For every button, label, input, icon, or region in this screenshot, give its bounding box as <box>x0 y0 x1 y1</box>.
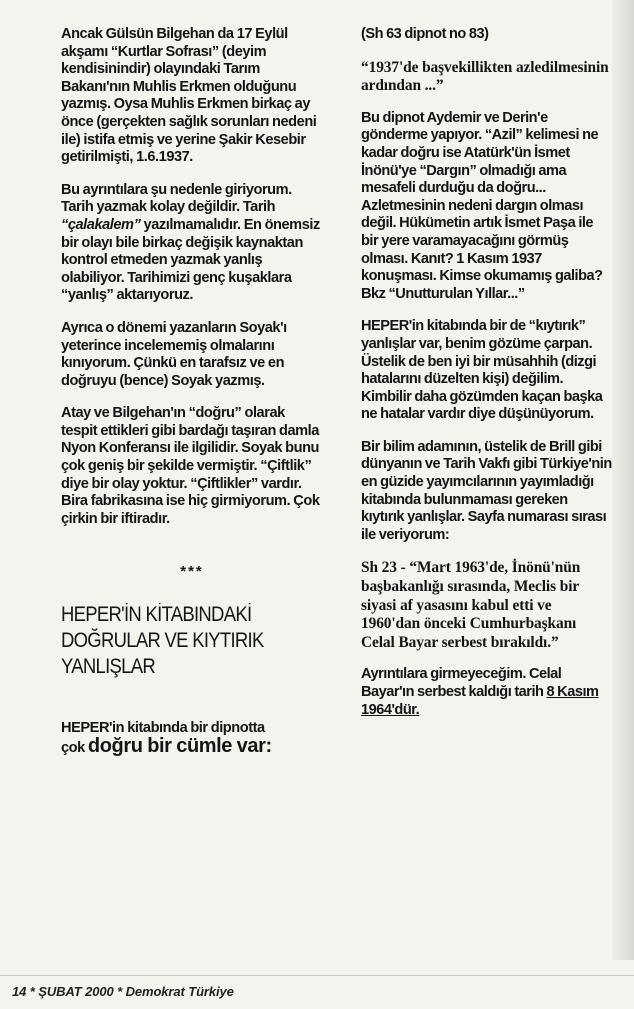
paragraph: Bu dipnot Aydemir ve Derin'e gönderme yapıyor. “Azil” kelimesi ne kadar doğru ise Atatürk'ün İsmet İnönü'ye “Dargın” olmadığı ama mesafeli durduğu da doğru... Azletmesinin nedeni dargın olması değil. Hükümetin artık İsmet Paşa ile bir yere varamayacağını görmüş olması. Kanıt? 1 Kasım 1937 konuşması. Kimse okumamış galiba? Bkz “Unutturulan Yıllar...” <box>361 109 603 302</box>
section-separator: *** <box>180 563 204 581</box>
paragraph <box>61 182 323 305</box>
paragraph-text: yazılmamalıdır. En önemsiz bir olayı bile birkaç değişik kaynaktan kontrol etmeden yazmak yanlış olabiliyor. Tarihimizi genç kuşaklara “yanlış” aktarıyoruz. <box>61 216 320 304</box>
page-edge-line <box>0 975 634 976</box>
underlined-date: 8 Kasım 1964'dür. <box>361 684 599 718</box>
paragraph-text: Bu ayrıntılara şu nedenle giriyorum. Tarih yazmak kolay değildir. Tarih <box>61 181 292 216</box>
paragraph <box>61 720 323 757</box>
quotation-text: “Mart 1963'de, İnönü'nün başbakanlığı sırasında, Meclis bir siyasi af yasasını kabul etti ve 1960'dan önceki Cumhurbaşkanı Celal Bayar serbest bırakıldı.” <box>361 559 581 651</box>
right-column <box>361 26 613 734</box>
paragraph-text: HEPER'in kitabında bir dipnotta <box>61 720 265 737</box>
paragraph <box>361 666 613 719</box>
quotation <box>361 559 613 652</box>
quotation: “1937'de başvekillikten azledilmesinin ardından ...” <box>361 58 609 95</box>
section-heading: HEPER'İN KİTABINDAKİ DOĞRULAR VE KIYTIRIK YANLIŞLAR <box>61 603 264 679</box>
paragraph-text: çok <box>61 740 88 757</box>
page-reference: Sh 23 - <box>361 559 410 577</box>
page-footer: 14 * ŞUBAT 2000 * Demokrat Türkiye <box>12 984 234 999</box>
left-column <box>61 26 323 773</box>
emphasized-text: doğru bir cümle var: <box>87 735 272 758</box>
paragraph: Bir bilim adamının, üstelik de Brill gibi dünyanın ve Tarih Vakfı gibi Türkiye'nin en güzide yayımcılarının yayımladığı kitabında bulunmaması gereken kıytırık yanlışlar. Sayfa numarası sırası ile veriyorum: <box>361 438 612 543</box>
footnote-reference: (Sh 63 dipnot no 83) <box>361 26 489 42</box>
paragraph: Atay ve Bilgehan'ın “doğru” olarak tespit ettikleri gibi bardağı taşıran damla Nyon Konferansı ile ilgilidir. Soyak bunu çok geniş bir şekilde vermiştir. “Çiftlik” diye bir olay yoktur. “Çiftlikler” vardır. Bira fabrikasına ise hiç girmiyorum. Çok çirkin bir iftiradır. <box>61 405 320 527</box>
paragraph: Ayrıca o dönemi yazanların Soyak'ı yeterince incelememiş olmalarını kınıyorum. Çünkü en tarafsız ve en doğruyu (bence) Soyak yazmış. <box>61 319 287 389</box>
paragraph: Ancak Gülsün Bilgehan da 17 Eylül akşamı “Kurtlar Sofrası” (deyim kendisinindir) olayındaki Tarım Bakanı'nın Muhlis Erkmen olduğunu yazmış. Oysa Muhlis Erkmen birkaç ay önce (gerçekten sağlık sorunları nedeni ile) istifa etmiş ve yerine Şakir Kesebir getirilmişti, 1.6.1937. <box>61 26 317 166</box>
paragraph-text: Ayrıntılara girmeyeceğim. Celal Bayar'ın serbest kaldığı tarih <box>361 666 562 700</box>
facing-page-bleed <box>612 0 634 960</box>
paragraph: HEPER'in kitabında bir de “kıytırık” yanlışlar var, benim gözüme çarpan. Üstelik de ben iyi bir müsahhih (dizgi hatalarını düzelten kişi) değilim. Kimbilir daha gözümden kaçan başka ne hatalar vardır diye düşünüyorum. <box>361 318 603 423</box>
italic-term: “çalakalem” <box>61 216 141 233</box>
